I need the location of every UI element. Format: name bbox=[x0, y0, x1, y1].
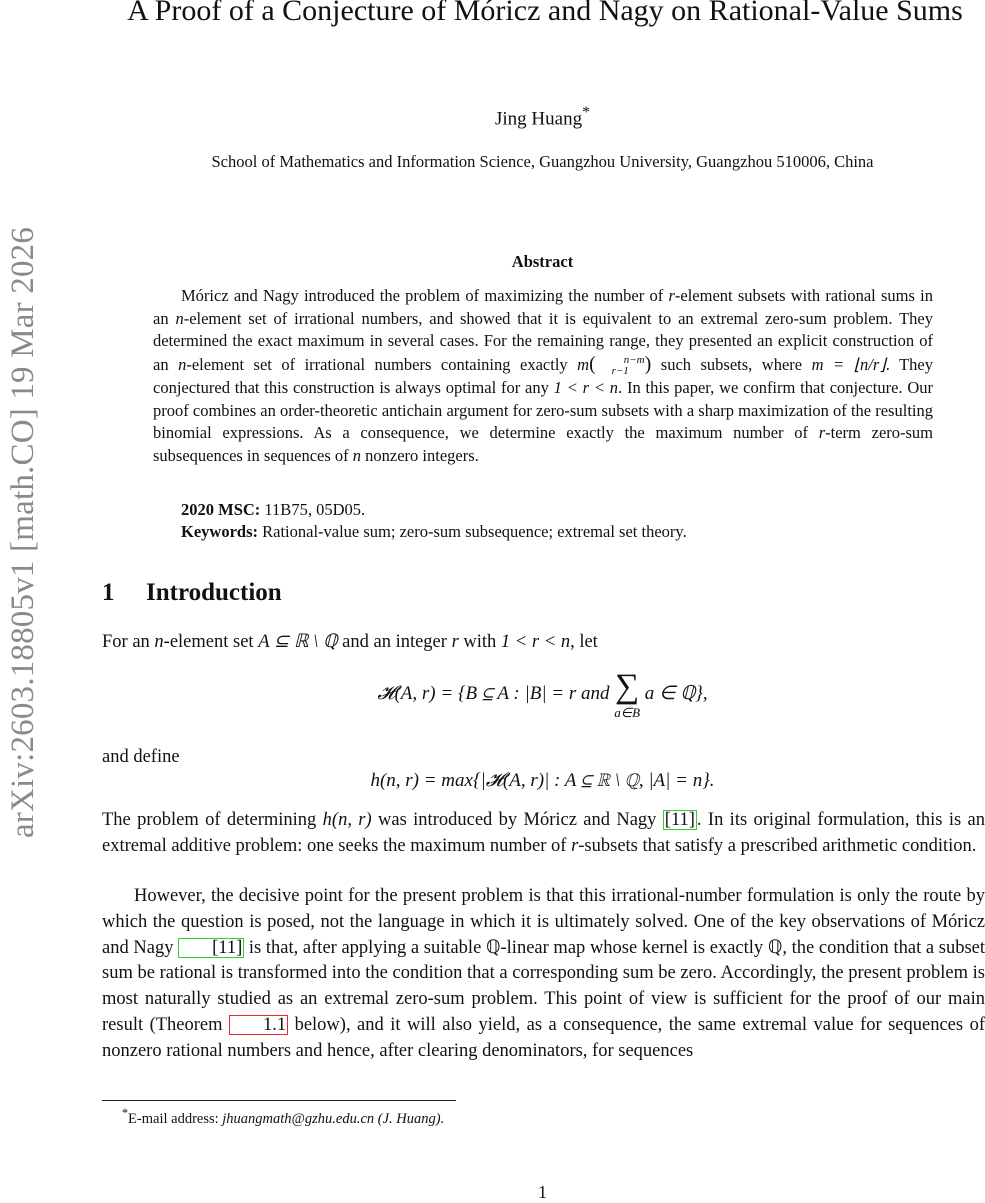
equation-h bbox=[100, 770, 985, 792]
text-segment: and an integer bbox=[337, 632, 452, 652]
sum-symbol: ∑ bbox=[615, 668, 640, 705]
keywords-value: Rational-value sum; zero-sum subsequence; extremal set theory. bbox=[258, 522, 687, 541]
author-footnote-mark[interactable]: * bbox=[582, 104, 590, 121]
affiliation: School of Mathematics and Information Science, Guangzhou University, Guangzhou 510006, China bbox=[211, 152, 874, 171]
math-var: m bbox=[577, 354, 590, 374]
citation-link[interactable]: [11] bbox=[664, 810, 695, 830]
msc-line bbox=[181, 500, 941, 520]
math-formula: 1 < r < n bbox=[500, 632, 571, 652]
keywords-label: Keywords: bbox=[181, 522, 258, 541]
footnote-label: E-mail address: bbox=[128, 1110, 223, 1127]
section-heading bbox=[102, 579, 282, 607]
page-number: 1 bbox=[538, 1182, 547, 1202]
paper-title: A Proof of a Conjecture of Móricz and Nagy on Rational-Value Sums bbox=[127, 0, 963, 27]
math-var: r bbox=[818, 423, 826, 443]
text-segment: was introduced by Móricz and Nagy bbox=[371, 810, 663, 830]
math-formula: h(n, r) bbox=[322, 810, 372, 830]
sum-operator bbox=[614, 670, 640, 719]
text-segment: below), and it will also yield, as a consequence, the same extremal value for sequences of nonzero rational numbers and hence, after clearing denominators, for sequences bbox=[102, 1014, 985, 1061]
binom-bottom: r−1 bbox=[611, 365, 629, 377]
math-formula: m = ⌊n/r⌋ bbox=[811, 354, 886, 374]
abstract-segment: -element set of irrational numbers containing exactly bbox=[186, 354, 578, 374]
msc-value: 11B75, 05D05. bbox=[260, 500, 366, 519]
text-segment: is that, after applying a suitable ℚ-linear map whose kernel is exactly ℚ, the condition that a subset sum be rational is transformed into the condition that a corresponding sum be zero. Accordingly, the present problem is most naturally studied as an extremal zero-sum problem. This point of view is sufficient for the proof of our main result (Theorem bbox=[102, 937, 985, 1035]
math-var: r bbox=[571, 835, 579, 856]
theorem-ref-link[interactable]: 1.1 bbox=[229, 1015, 288, 1035]
intro-paragraph-3 bbox=[102, 884, 985, 1065]
citation-link[interactable]: [11] bbox=[178, 938, 244, 958]
equation-H bbox=[100, 670, 985, 730]
text-segment: -subsets that satisfy a prescribed arithmetic condition. bbox=[578, 835, 977, 856]
arxiv-id[interactable]: arXiv:2603.18805v1 [math.CO] 19 Mar 2026 bbox=[5, 226, 42, 838]
equation-rhs: a ∈ ℚ}, bbox=[644, 682, 708, 704]
abstract-segment: -element subsets with rational sums in an bbox=[153, 286, 933, 328]
binom-paren: ) bbox=[644, 352, 652, 375]
author-name: Jing Huang bbox=[495, 108, 583, 130]
math-var: n bbox=[178, 354, 187, 374]
equation-lhs: 𝓗(A, r) = {B ⊆ A : |B| = r and bbox=[377, 682, 610, 704]
abstract-segment: . In this paper, we confirm that conjecture. Our proof combines an order-theoretic antichain argument for zero-sum subsets with a sharp maximization of the resulting binomial expressions. As a consequence, we determine exactly the maximum number of bbox=[153, 378, 933, 443]
footnote-rule bbox=[102, 1100, 456, 1101]
abstract-segment: Móricz and Nagy introduced the problem of maximizing the number of bbox=[181, 286, 669, 305]
math-var: r bbox=[451, 632, 459, 652]
define-text: and define bbox=[102, 747, 180, 767]
binomial bbox=[596, 355, 645, 377]
math-formula: A ⊆ ℝ \ ℚ bbox=[258, 632, 338, 652]
equation-body: h(n, r) = max{|𝓗(A, r)| : A ⊆ ℝ \ ℚ, |A| = n}. bbox=[370, 770, 715, 791]
author-line bbox=[100, 104, 985, 130]
abstract-segment: -term zero-sum subsequences in sequences of bbox=[153, 423, 934, 465]
math-var: n bbox=[154, 632, 164, 652]
math-formula: 1 < r < n bbox=[553, 378, 619, 397]
binom-paren: ( bbox=[589, 352, 596, 375]
arxiv-stamp bbox=[2, 176, 46, 888]
keywords-line bbox=[181, 522, 941, 542]
section-number: 1 bbox=[102, 579, 115, 606]
abstract-segment: nonzero integers. bbox=[361, 445, 479, 465]
binom-top: n−m bbox=[623, 354, 645, 366]
abstract-segment: -element set of irrational numbers, and showed that it is equivalent to an extremal zero-sum problem. They determined the exact maximum in several cases. For the remaining range, they presented an explicit construction of an bbox=[153, 308, 933, 374]
text-segment: However, the decisive point for the present problem is that this irrational-number formulation is only the route by which the question is posed, not the language in which it is ultimately solved. One of the key observations of Móricz and Nagy bbox=[102, 886, 985, 958]
footnote-email[interactable]: jhuangmath@gzhu.edu.cn (J. Huang). bbox=[222, 1110, 445, 1127]
abstract-segment: . They conjectured that this construction is always optimal for any bbox=[153, 354, 933, 397]
abstract-heading: Abstract bbox=[511, 252, 574, 271]
sum-index: a∈B bbox=[614, 705, 641, 720]
text-segment: For an bbox=[102, 632, 155, 652]
abstract-text bbox=[153, 285, 933, 467]
text-segment: The problem of determining bbox=[102, 810, 323, 830]
math-var: n bbox=[175, 308, 184, 328]
text-segment: . In its original formulation, this is an extremal additive problem: one seeks the maximum number of bbox=[102, 810, 985, 856]
footnote-mark: * bbox=[122, 1106, 129, 1120]
msc-label: 2020 MSC: bbox=[181, 500, 261, 519]
text-segment: , let bbox=[570, 632, 598, 652]
text-segment: -element set bbox=[163, 632, 259, 652]
footnote bbox=[122, 1106, 444, 1128]
intro-paragraph-2 bbox=[102, 808, 985, 860]
section-title: Introduction bbox=[146, 579, 282, 606]
math-var: r bbox=[668, 286, 675, 305]
intro-paragraph-1 bbox=[102, 630, 985, 656]
text-segment: with bbox=[458, 632, 501, 652]
math-var: n bbox=[352, 445, 362, 465]
abstract-segment: such subsets, where bbox=[651, 354, 812, 374]
